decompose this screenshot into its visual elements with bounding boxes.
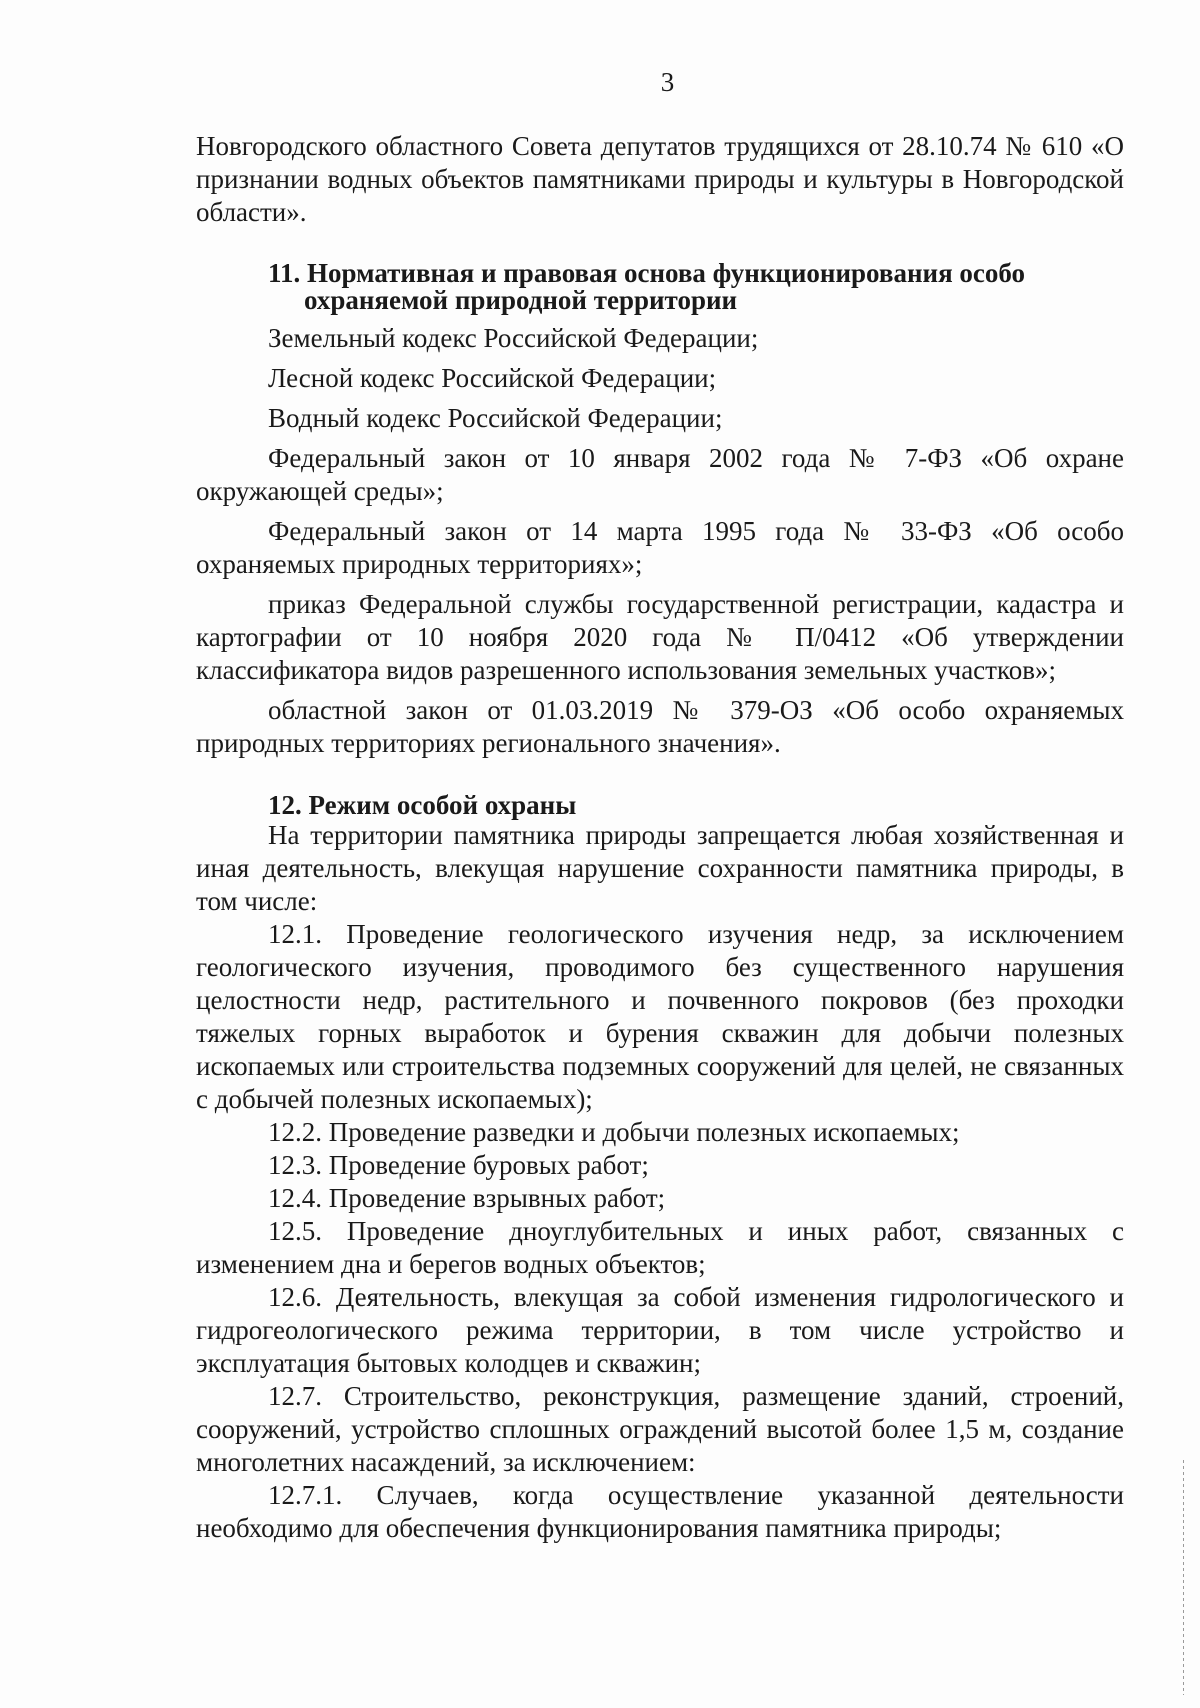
section-11-title-line2: охраняемой природной территории xyxy=(304,285,738,315)
scan-edge-mark xyxy=(1183,1460,1184,1695)
section-12-item: 12.3. Проведение буровых работ; xyxy=(268,1150,649,1180)
section-12-item: 12.5. Проведение дноуглубительных и иных работ, связанных с изменением дна и берегов водных объектов; xyxy=(196,1216,1124,1279)
section-12-item: 12.1. Проведение геологического изучения недр, за исключением геологического изучения, проводимого без существенного нарушения целостности недр, растительного и почвенного покровов (без проходки тяжелых горных выработок и бурения скважин для добычи полезных ископаемых или строительства подземных сооружений для целей, не связанных с добычей полезных ископаемых); xyxy=(196,919,1124,1114)
section-11-item: приказ Федеральной службы государственной регистрации, кадастра и картографии от 10 ноября 2020 года № П/0412 «Об утверждении классификатора видов разрешенного использования земельных участков»; xyxy=(196,589,1124,685)
section-12-item: 12.2. Проведение разведки и добычи полезных ископаемых; xyxy=(268,1117,960,1147)
section-11-item: Лесной кодекс Российской Федерации; xyxy=(268,363,717,393)
section-11-item: Федеральный закон от 14 марта 1995 года № 33-ФЗ «Об особо охраняемых природных территориях»; xyxy=(196,516,1124,579)
section-12-intro: На территории памятника природы запрещается любая хозяйственная и иная деятельность, влекущая нарушение сохранности памятника природы, в том числе: xyxy=(196,820,1124,916)
section-11-item: областной закон от 01.03.2019 № 379-ОЗ «Об особо охраняемых природных территориях регионального значения». xyxy=(196,695,1124,758)
section-11-item: Федеральный закон от 10 января 2002 года № 7-ФЗ «Об охране окружающей среды»; xyxy=(196,443,1124,506)
intro-paragraph: Новгородского областного Совета депутатов трудящихся от 28.10.74 № 610 «О признании водных объектов памятниками природы и культуры в Новгородской области». xyxy=(196,131,1124,227)
page-number: 3 xyxy=(660,67,675,97)
section-11-heading xyxy=(196,260,1124,314)
section-12-item: 12.4. Проведение взрывных работ; xyxy=(268,1183,666,1213)
section-11-title-line1: 11. Нормативная и правовая основа функционирования особо xyxy=(268,258,1026,288)
section-12-item: 12.6. Деятельность, влекущая за собой изменения гидрологического и гидрогеологического режима территории, в том числе устройство и эксплуатация бытовых колодцев и скважин; xyxy=(196,1282,1124,1378)
section-12-heading: 12. Режим особой охраны xyxy=(268,790,577,820)
section-12-item: 12.7.1. Случаев, когда осуществление указанной деятельности необходимо для обеспечения функционирования памятника природы; xyxy=(196,1480,1124,1543)
document-body xyxy=(196,130,1124,1545)
section-11-item: Водный кодекс Российской Федерации; xyxy=(268,403,723,433)
section-11-item: Земельный кодекс Российской Федерации; xyxy=(268,323,759,353)
section-12-item: 12.7. Строительство, реконструкция, размещение зданий, строений, сооружений, устройство сплошных ограждений высотой более 1,5 м, создание многолетних насаждений, за исключением: xyxy=(196,1381,1124,1477)
